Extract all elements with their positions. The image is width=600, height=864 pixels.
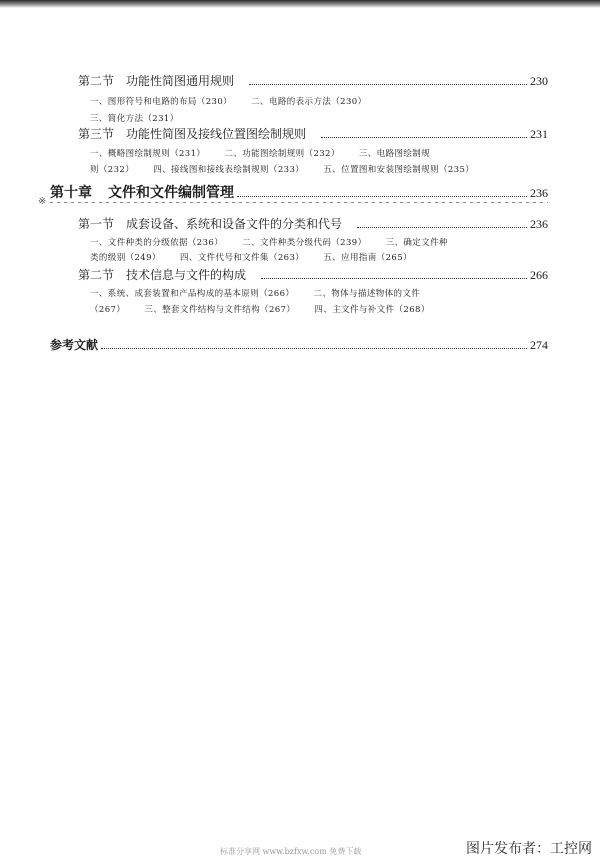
toc-section-title: 功能性简图通用规则 [126,74,235,88]
toc-entry[interactable] [78,125,548,142]
toc-page-number: 236 [530,186,548,200]
toc-references-title: 参考文献 [50,338,99,352]
toc-subitem[interactable]: 一、文件种类的分级依据（236） [90,238,224,248]
scan-top-edge [0,0,600,8]
toc-chapter-title: 文件和文件编制管理 [108,185,234,201]
toc-subitems-line [90,147,430,159]
toc-subitem[interactable]: 二、功能图绘制规则（232） [224,149,340,159]
toc-subitem[interactable]: 三、整套文件结构与文件结构（267） [144,305,296,315]
toc-subitem[interactable]: 三、确定文件种 [385,238,448,248]
toc-section-number: 第二节 [78,268,115,282]
toc-subitems-line [90,303,430,315]
toc-section-title: 成套设备、系统和设备文件的分类和代号 [126,217,343,231]
toc-subitem[interactable]: 一、概略图绘制规则（231） [90,149,206,159]
toc-subitem[interactable]: 三、简化方法（231） [90,114,179,124]
toc-subitem[interactable]: 二、文件种类分级代码（239） [242,238,367,248]
toc-page-number: 274 [530,338,548,352]
toc-page-number: 236 [530,217,548,231]
toc-section-title: 功能性简图及接线位置图绘制规则 [126,127,307,141]
toc-chapter-heading[interactable] [50,182,548,202]
toc-entry[interactable] [78,215,548,232]
toc-subitem[interactable]: 二、物体与描述物体的文件 [313,289,421,299]
publisher-credit: 图片发布者：工控网 [466,841,592,857]
toc-subitems-line [90,251,412,263]
toc-subitems-line [90,236,448,248]
toc-chapter-number: 第十章 [50,185,92,201]
toc-page-number: 266 [530,268,548,282]
toc-leader-dots [321,136,527,138]
toc-subitems-line [90,287,420,299]
toc-section-number: 第一节 [78,217,115,231]
toc-subitem[interactable]: 二、电路的表示方法（230） [251,97,367,107]
toc-page-number: 230 [530,74,548,88]
toc-entry[interactable] [78,266,548,283]
toc-leader-dots [249,83,527,85]
toc-leader-dots [261,277,527,279]
toc-subitems-line [90,163,474,175]
toc-leader-dots [101,347,527,349]
toc-subitem[interactable]: 四、文件代号和文件集（263） [179,253,305,263]
toc-subitem[interactable]: （267） [90,305,126,315]
toc-section-number: 第三节 [78,127,115,141]
toc-subitem[interactable]: 三、电路图绘制规 [358,149,431,159]
toc-subitem[interactable]: 五、应用指南（265） [323,253,412,263]
toc-subitem[interactable]: 则（232） [90,165,135,175]
toc-page-number: 231 [530,127,548,141]
chapter-divider [50,202,548,203]
toc-subitem[interactable]: 一、系统、成套装置和产品构成的基本原则（266） [90,289,295,299]
toc-leader-dots [357,226,527,228]
toc-section-title: 技术信息与文件的构成 [126,268,247,282]
toc-section-number: 第二节 [78,74,115,88]
toc-leader-dots [237,195,527,197]
toc-entry[interactable] [78,72,548,89]
toc-references[interactable] [50,336,548,353]
toc-subitems-line [90,95,366,107]
toc-subitem[interactable]: 类的级别（249） [90,253,161,263]
toc-subitem[interactable]: 五、位置图和安装图绘制规则（235） [323,165,475,175]
footer-watermark: 标准分享网 www.bzfxw.com 免费下载 [220,847,362,856]
toc-subitems-line [90,112,179,124]
toc-subitem[interactable]: 四、主文件与补文件（268） [314,305,430,315]
margin-mark: ※ [38,196,47,207]
toc-subitem[interactable]: 四、接线图和接线表绘制规则（233） [153,165,305,175]
toc-subitem[interactable]: 一、图形符号和电路的布局（230） [90,97,233,107]
